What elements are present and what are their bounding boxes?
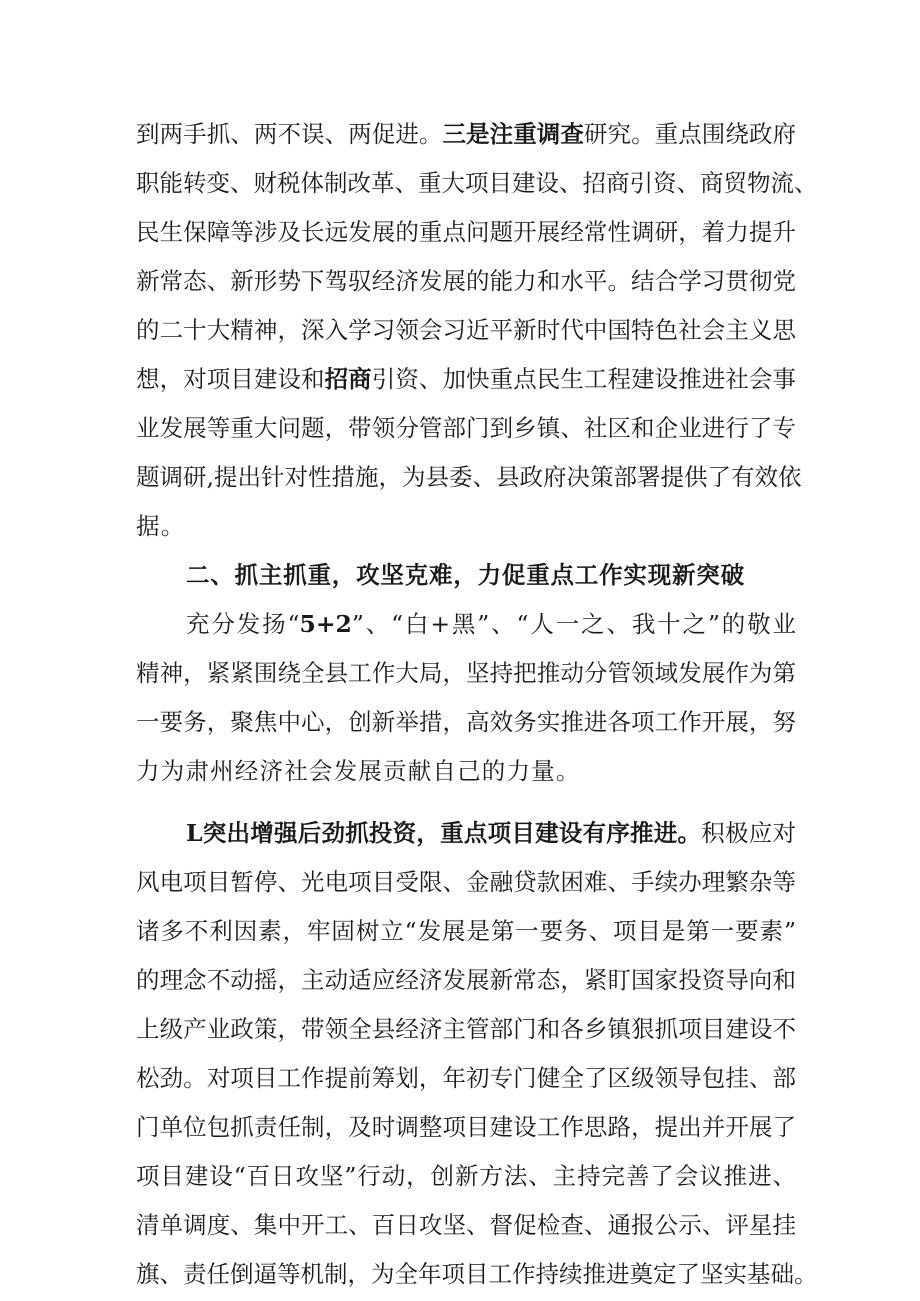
bold-text-run: 5+2: [299, 610, 352, 638]
paragraph-3-line-2: 风电项目暂停、光电项目受限、金融贷款困难、手续办理繁杂等: [136, 868, 796, 896]
text-run: 充分发扬“: [186, 610, 300, 638]
paragraph-1-line-4: 新常态、新形势下驾驭经济发展的能力和水平。结合学习贯彻党: [136, 267, 796, 295]
text-run: 引资、加快重点民生工程建设推进社会事: [371, 365, 797, 393]
text-run: 研究。重点围绕政府: [583, 120, 797, 148]
paragraph-1-line-8: 题调研,提出针对性措施，为县委、县政府决策部署提供了有效依: [136, 463, 802, 491]
paragraph-3-line-4: 的理念不动摇，主动适应经济发展新常态，紧盯国家投资导向和: [136, 966, 796, 994]
paragraph-1-line-9: 据。: [136, 512, 186, 540]
bold-text-run: 招商: [324, 365, 372, 393]
text-run: 到两手抓、两不误、两促进。: [136, 120, 443, 148]
paragraph-2-line-4: 力为肃州经济社会发展贡献自己的力量。: [136, 757, 581, 785]
text-run: 想，对项目建设和: [136, 365, 325, 393]
paragraph-3-line-8: 项目建设“百日攻坚”行动，创新方法、主持完善了会议推进、: [136, 1162, 796, 1190]
paragraph-3-line-6: 松劲。对项目工作提前筹划，年初专门健全了区级领导包挂、部: [136, 1064, 796, 1092]
paragraph-3-line-3: 诸多不利因素，牢固树立“发展是第一要务、项目是第一要素”: [136, 917, 796, 945]
paragraph-2-line-2: 精神，紧紧围绕全县工作大局，坚持把推动分管领域发展作为第: [136, 659, 796, 687]
bold-text-run: 三是注重调查: [442, 120, 584, 148]
paragraph-1-line-1: [136, 114, 796, 154]
paragraph-3-line-5: 上级产业政策，带领全县经济主管部门和各乡镇狠抓项目建设不: [136, 1015, 796, 1043]
paragraph-3-line-10: 旗、责任倒逼等机制，为全年项目工作持续推进奠定了坚实基础。: [136, 1260, 818, 1288]
paragraph-1-line-2: 职能转变、财税体制改革、重大项目建设、招商引资、商贸物流、: [136, 169, 818, 197]
paragraph-2-line-1: [186, 604, 796, 644]
paragraph-2-line-3: 一要务，聚焦中心，创新举措，高效务实推进各项工作开展，努: [136, 708, 796, 736]
section-heading: 二、抓主抓重，攻坚克难，力促重点工作实现新突破: [186, 561, 745, 589]
paragraph-1-line-3: 民生保障等涉及长远发展的重点问题开展经常性调研，着力提升: [136, 218, 796, 246]
text-run: ”、“白+黑”、“人一之、我十之”的敬业: [351, 610, 797, 638]
paragraph-3-line-9: 清单调度、集中开工、百日攻坚、督促检查、通报公示、评星挂: [136, 1211, 796, 1239]
paragraph-1-line-6: [136, 359, 796, 399]
paragraph-1-line-5: 的二十大精神，深入学习领会习近平新时代中国特色社会主义思: [136, 316, 796, 344]
paragraph-3-line-7: 门单位包抓责任制，及时调整项目建设工作思路，提出并开展了: [136, 1113, 796, 1141]
text-run: 积极应对: [701, 819, 796, 847]
paragraph-1-line-7: 业发展等重大问题，带领分管部门到乡镇、社区和企业进行了专: [136, 414, 796, 442]
paragraph-3-line-1: [186, 813, 796, 853]
bold-text-run: L突出增强后劲抓投资，重点项目建设有序推进。: [186, 819, 702, 847]
